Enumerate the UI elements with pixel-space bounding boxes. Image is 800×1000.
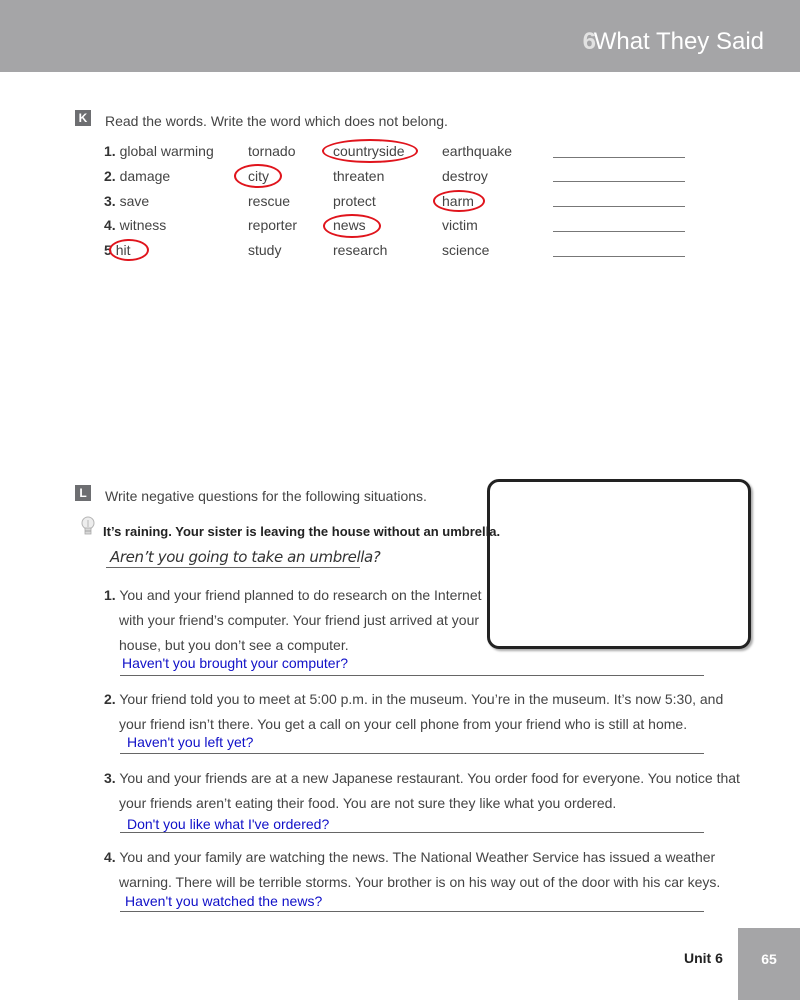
l-item-3-line-1: 3. You and your friends are at a new Japanese restaurant. You order food for everyone. You notice that	[104, 770, 740, 786]
l-item-1-answer[interactable]: Haven't you brought your computer?	[122, 655, 349, 671]
k-row-4-word-3: news	[333, 217, 366, 233]
k-row-2-answer-blank[interactable]	[553, 181, 685, 182]
k-row-3-word-1: 3. save	[104, 193, 150, 209]
circle-mark-hit	[109, 239, 149, 261]
circle-mark-news	[323, 214, 381, 238]
l-item-1-line-3: house, but you don’t see a computer.	[119, 637, 349, 653]
k-row-2-word-2: city	[248, 168, 269, 184]
k-row-4-answer-blank[interactable]	[553, 231, 685, 232]
example-question: It’s raining. Your sister is leaving the house without an umbrella.	[103, 524, 501, 539]
k-row-2-number: 2.	[104, 168, 116, 184]
k-row-5-word-3: research	[333, 242, 388, 258]
l-item-4-line-2: warning. There will be terrible storms. Your brother is on his way out of the door with his car keys.	[119, 874, 721, 890]
section-k-instruction: Read the words. Write the word which does not belong.	[105, 113, 448, 129]
chapter-number: 6	[582, 28, 596, 55]
k-row-5-word-1: 5 hit	[104, 242, 131, 258]
k-row-1-number: 1.	[104, 143, 116, 159]
k-row-5-number: 5	[104, 242, 112, 258]
l-item-4-line-1: 4. You and your family are watching the news. The National Weather Service has issued a weather	[104, 849, 716, 865]
page-number: 65	[738, 928, 800, 1000]
l-item-1-line-2: with your friend’s computer. Your friend just arrived at your	[119, 612, 480, 628]
l-item-1-line-1: 1. You and your friend planned to do research on the Internet	[104, 587, 482, 603]
l-item-2-line-1: 2. Your friend told you to meet at 5:00 p.m. in the museum. You’re in the museum. It’s now 5:30, and	[104, 691, 724, 707]
k-row-4-number: 4.	[104, 217, 116, 233]
k-row-4-word-2: reporter	[248, 217, 298, 233]
chapter-header	[0, 0, 800, 72]
k-row-1-word-2: tornado	[248, 143, 296, 159]
k-row-2-word-4: destroy	[442, 168, 488, 184]
k-row-1-word-4: earthquake	[442, 143, 513, 159]
chapter-title: What They Said	[593, 28, 764, 55]
k-row-3-number: 3.	[104, 193, 116, 209]
k-row-3-word-2: rescue	[248, 193, 291, 209]
k-row-1-word-1: 1. global warming	[104, 143, 214, 159]
k-row-5-word-4: science	[442, 242, 490, 258]
l-item-2-number: 2.	[104, 691, 116, 707]
section-k-badge: K	[75, 110, 91, 126]
l-item-3-number: 3.	[104, 770, 116, 786]
l-item-4-answer[interactable]: Haven't you watched the news?	[125, 893, 323, 909]
section-l-badge: L	[75, 485, 91, 501]
example-answer-line	[106, 567, 360, 568]
l-item-3-answer-line	[120, 832, 704, 833]
lightbulb-icon	[80, 515, 96, 539]
l-item-3-answer[interactable]: Don't you like what I've ordered?	[127, 816, 330, 832]
l-item-3-line-2: your friends aren’t eating their food. You are not sure they like what you ordered.	[119, 795, 617, 811]
k-row-1-answer-blank[interactable]	[553, 157, 685, 158]
l-item-2-answer-line	[120, 753, 704, 754]
k-row-3-answer-blank[interactable]	[553, 206, 685, 207]
example-answer: Aren’t you going to take an umbrella?	[110, 548, 381, 566]
k-row-3-word-4: harm	[442, 193, 474, 209]
l-item-2-answer[interactable]: Haven't you left yet?	[127, 734, 254, 750]
k-row-2-word-1: 2. damage	[104, 168, 171, 184]
circle-mark-countryside	[322, 139, 418, 163]
circle-mark-harm	[433, 190, 485, 212]
l-item-1-answer-line	[120, 675, 704, 676]
footer-unit-label: Unit 6	[684, 950, 723, 966]
l-item-2-line-2: your friend isn’t there. You get a call on your cell phone from your friend who is still at home.	[119, 716, 688, 732]
l-item-1-number: 1.	[104, 587, 116, 603]
section-l-instruction: Write negative questions for the following situations.	[105, 488, 427, 504]
k-row-5-answer-blank[interactable]	[553, 256, 685, 257]
k-row-2-word-3: threaten	[333, 168, 385, 184]
l-item-4-number: 4.	[104, 849, 116, 865]
k-row-1-word-3: countryside	[333, 143, 405, 159]
comment-box	[487, 479, 751, 649]
k-row-4-word-1: 4. witness	[104, 217, 167, 233]
k-row-4-word-4: victim	[442, 217, 478, 233]
circle-mark-city	[234, 164, 282, 188]
k-row-3-word-3: protect	[333, 193, 376, 209]
l-item-4-answer-line	[120, 911, 704, 912]
k-row-5-word-2: study	[248, 242, 282, 258]
